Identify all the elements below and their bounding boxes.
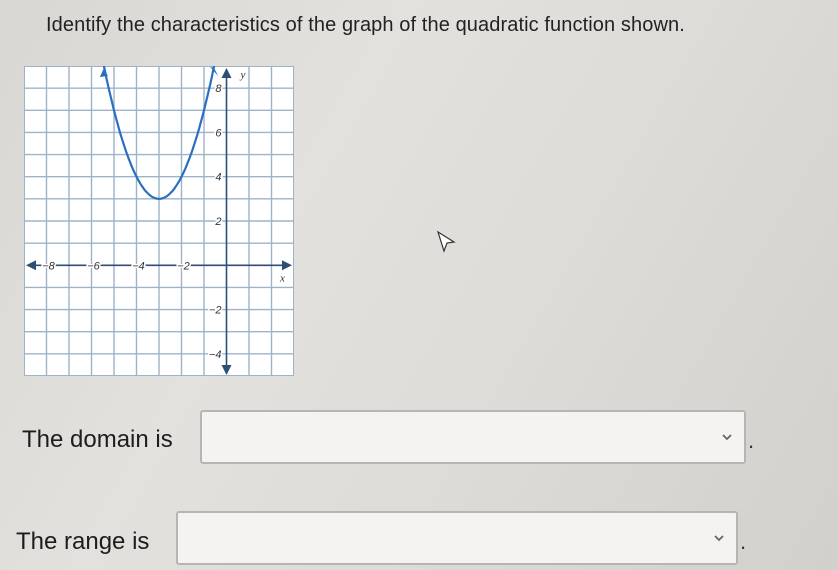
- domain-label: The domain is: [22, 426, 173, 453]
- y-tick-label: −4: [208, 348, 222, 361]
- x-tick-label: −8: [42, 260, 55, 273]
- x-axis-label: x: [280, 272, 285, 285]
- x-tick-label: −4: [132, 260, 145, 273]
- question-text: Identify the characteristics of the graph of the quadratic function shown.: [46, 14, 685, 36]
- domain-period: .: [748, 428, 755, 453]
- x-tick-label: −2: [177, 260, 190, 273]
- y-tick-label: 8: [215, 83, 222, 96]
- y-tick-label: 4: [215, 171, 222, 184]
- chevron-down-icon: [720, 430, 734, 444]
- domain-dropdown[interactable]: [200, 410, 746, 464]
- x-tick-label: −6: [87, 260, 100, 273]
- mouse-pointer-icon: [436, 230, 458, 256]
- range-label: The range is: [16, 528, 150, 555]
- y-tick-label: 2: [215, 216, 222, 228]
- y-axis-label: y: [240, 69, 246, 81]
- range-period: .: [740, 529, 747, 554]
- chevron-down-icon: [712, 531, 726, 545]
- range-dropdown[interactable]: [176, 511, 738, 565]
- y-tick-label: −2: [208, 304, 222, 317]
- quadratic-graph: [24, 66, 294, 376]
- y-tick-label: 6: [215, 127, 222, 140]
